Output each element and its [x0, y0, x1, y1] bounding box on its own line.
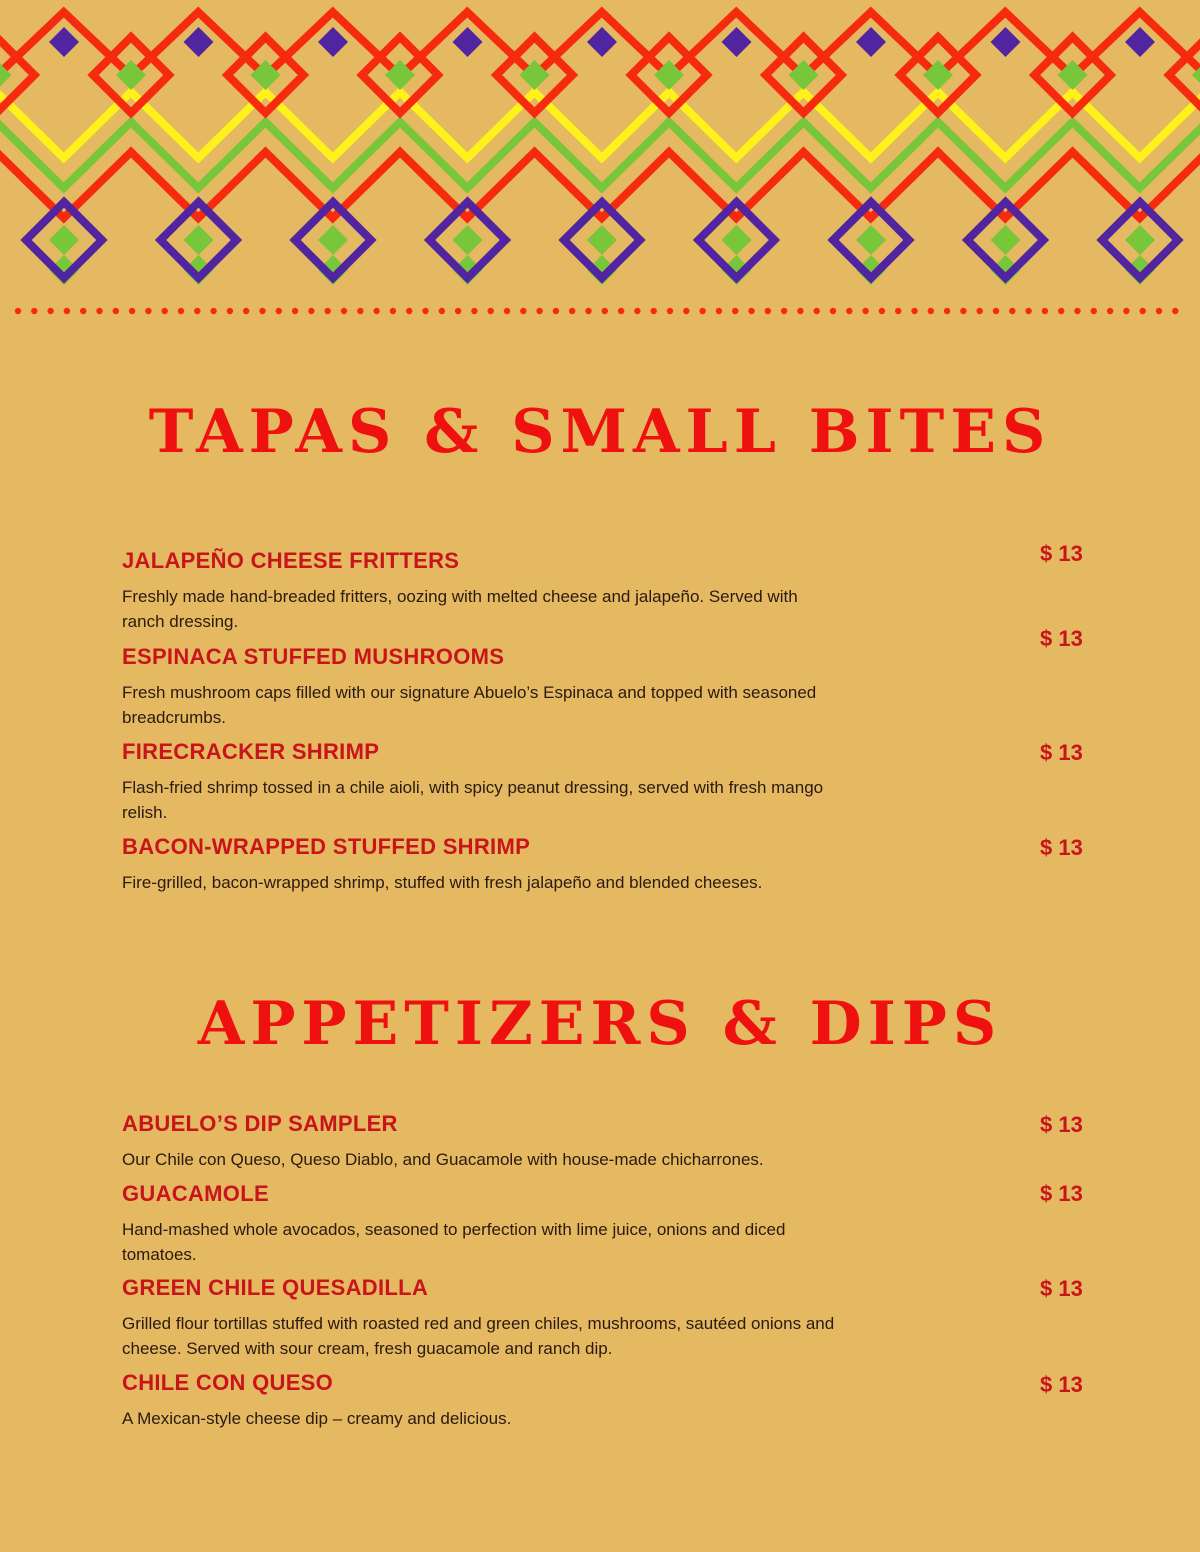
red-dot — [928, 308, 934, 314]
red-dot — [292, 308, 298, 314]
red-dot — [145, 308, 151, 314]
purple-diamond — [722, 27, 752, 57]
item-description: Fresh mushroom caps filled with our signature Abuelo’s Espinaca and topped with seasoned breadcrumbs. — [122, 683, 817, 727]
purple-diamond — [587, 27, 617, 57]
red-dot — [308, 308, 314, 314]
red-dot — [488, 308, 494, 314]
red-dot — [341, 308, 347, 314]
red-dot — [553, 308, 559, 314]
red-dot — [504, 308, 510, 314]
menu-item-firecracker-shrimp — [122, 739, 892, 825]
section-title-tapas: TAPAS & SMALL BITES — [148, 397, 1052, 467]
item-description: Freshly made hand-breaded fritters, oozing with melted cheese and jalapeño. Served with ranch dressing. — [122, 587, 798, 631]
red-dot — [602, 308, 608, 314]
red-dot — [667, 308, 673, 314]
menu-item-bacon-wrapped-stuffed-shrimp — [122, 834, 892, 895]
red-dot — [276, 308, 282, 314]
red-dot — [325, 308, 331, 314]
red-dot — [960, 308, 966, 314]
menu-item-green-chile-quesadilla — [122, 1275, 892, 1361]
red-dot — [1058, 308, 1064, 314]
item-price: $ 13 — [1040, 1112, 1083, 1137]
red-dot — [455, 308, 461, 314]
red-dot — [471, 308, 477, 314]
red-dot — [993, 308, 999, 314]
red-dot — [781, 308, 787, 314]
red-dot — [977, 308, 983, 314]
red-dot — [732, 308, 738, 314]
red-dot — [210, 308, 216, 314]
green-diamond — [1125, 225, 1155, 255]
red-dot — [162, 308, 168, 314]
red-dot — [243, 308, 249, 314]
menu-item-jalapeno-cheese-fritters — [122, 548, 892, 634]
red-dot — [895, 308, 901, 314]
red-dot — [520, 308, 526, 314]
red-dot — [1156, 308, 1162, 314]
green-diamond — [453, 225, 483, 255]
green-diamond — [991, 225, 1021, 255]
red-dot — [80, 308, 86, 314]
red-dot — [113, 308, 119, 314]
item-name: JALAPEÑO CHEESE FRITTERS — [122, 548, 460, 573]
item-description: Fire-grilled, bacon-wrapped shrimp, stuffed with fresh jalapeño and blended cheeses. — [122, 873, 763, 892]
red-dot — [31, 308, 37, 314]
red-dot — [862, 308, 868, 314]
green-diamond — [49, 225, 79, 255]
red-dot — [406, 308, 412, 314]
item-name: BACON-WRAPPED STUFFED SHRIMP — [122, 834, 531, 859]
red-dot — [1140, 308, 1146, 314]
purple-diamond — [49, 27, 79, 57]
red-dot — [814, 308, 820, 314]
red-dot — [259, 308, 265, 314]
item-price: $ 13 — [1040, 1372, 1083, 1397]
item-price: $ 13 — [1040, 740, 1083, 765]
purple-diamond — [856, 27, 886, 57]
item-name: ESPINACA STUFFED MUSHROOMS — [122, 644, 505, 669]
red-dot — [1107, 308, 1113, 314]
item-name: GREEN CHILE QUESADILLA — [122, 1275, 429, 1300]
red-dot — [569, 308, 575, 314]
red-dot — [651, 308, 657, 314]
green-diamond — [587, 225, 617, 255]
purple-diamond — [453, 27, 483, 57]
item-name: GUACAMOLE — [122, 1181, 269, 1206]
zigzag-line — [0, 92, 1200, 158]
red-dot — [1074, 308, 1080, 314]
red-dot — [227, 308, 233, 314]
red-dot — [96, 308, 102, 314]
green-diamond — [184, 225, 214, 255]
red-dot — [1123, 308, 1129, 314]
item-name: FIRECRACKER SHRIMP — [122, 739, 380, 764]
item-price: $ 13 — [1040, 835, 1083, 860]
red-dot — [797, 308, 803, 314]
green-diamond — [722, 225, 752, 255]
item-price: $ 13 — [1040, 626, 1083, 651]
section-title-appetizers: APPETIZERS & DIPS — [197, 989, 1003, 1059]
red-dot — [129, 308, 135, 314]
red-dot — [748, 308, 754, 314]
red-dot — [439, 308, 445, 314]
red-dot — [390, 308, 396, 314]
purple-diamond — [991, 27, 1021, 57]
red-dot — [634, 308, 640, 314]
red-dot — [178, 308, 184, 314]
item-name: CHILE CON QUESO — [122, 1370, 334, 1395]
item-price: $ 13 — [1040, 541, 1083, 566]
red-dot — [194, 308, 200, 314]
purple-diamond — [184, 27, 214, 57]
red-dot — [911, 308, 917, 314]
red-dot — [716, 308, 722, 314]
red-dot — [536, 308, 542, 314]
red-dot — [765, 308, 771, 314]
item-description: A Mexican-style cheese dip – creamy and delicious. — [122, 1409, 512, 1428]
red-dot — [422, 308, 428, 314]
green-diamond — [856, 225, 886, 255]
red-dot — [879, 308, 885, 314]
red-dot — [1009, 308, 1015, 314]
red-dot — [1172, 308, 1178, 314]
menu-item-abuelos-dip-sampler — [122, 1111, 892, 1172]
item-description: Hand-mashed whole avocados, seasoned to perfection with lime juice, onions and diced tomatoes. — [122, 1220, 786, 1264]
purple-diamond — [318, 27, 348, 57]
green-diamond — [318, 225, 348, 255]
item-price: $ 13 — [1040, 1276, 1083, 1301]
item-price: $ 13 — [1040, 1181, 1083, 1206]
red-dot — [47, 308, 53, 314]
menu-item-espinaca-stuffed-mushrooms — [122, 644, 892, 730]
red-dot — [15, 308, 21, 314]
red-dot — [618, 308, 624, 314]
red-dot — [585, 308, 591, 314]
menu-item-guacamole — [122, 1181, 892, 1267]
red-dot — [846, 308, 852, 314]
red-dot — [1091, 308, 1097, 314]
red-dot — [683, 308, 689, 314]
item-description: Our Chile con Queso, Queso Diablo, and Guacamole with house-made chicharrones. — [122, 1150, 764, 1169]
menu-item-chile-con-queso — [122, 1370, 892, 1431]
red-dot — [944, 308, 950, 314]
item-description: Grilled flour tortillas stuffed with roasted red and green chiles, mushrooms, sautéed onions and cheese. Served with sour cream, fresh guacamole and ranch dip. — [122, 1314, 835, 1358]
item-description: Flash-fried shrimp tossed in a chile aioli, with spicy peanut dressing, served with fresh mango relish. — [122, 778, 824, 822]
red-dot — [1042, 308, 1048, 314]
purple-diamond — [1125, 27, 1155, 57]
red-dot — [699, 308, 705, 314]
red-dot — [830, 308, 836, 314]
aztec-pattern-banner — [0, 0, 1200, 330]
red-dot — [64, 308, 70, 314]
red-dot — [357, 308, 363, 314]
item-name: ABUELO’S DIP SAMPLER — [122, 1111, 398, 1136]
red-dot — [373, 308, 379, 314]
red-dot — [1025, 308, 1031, 314]
